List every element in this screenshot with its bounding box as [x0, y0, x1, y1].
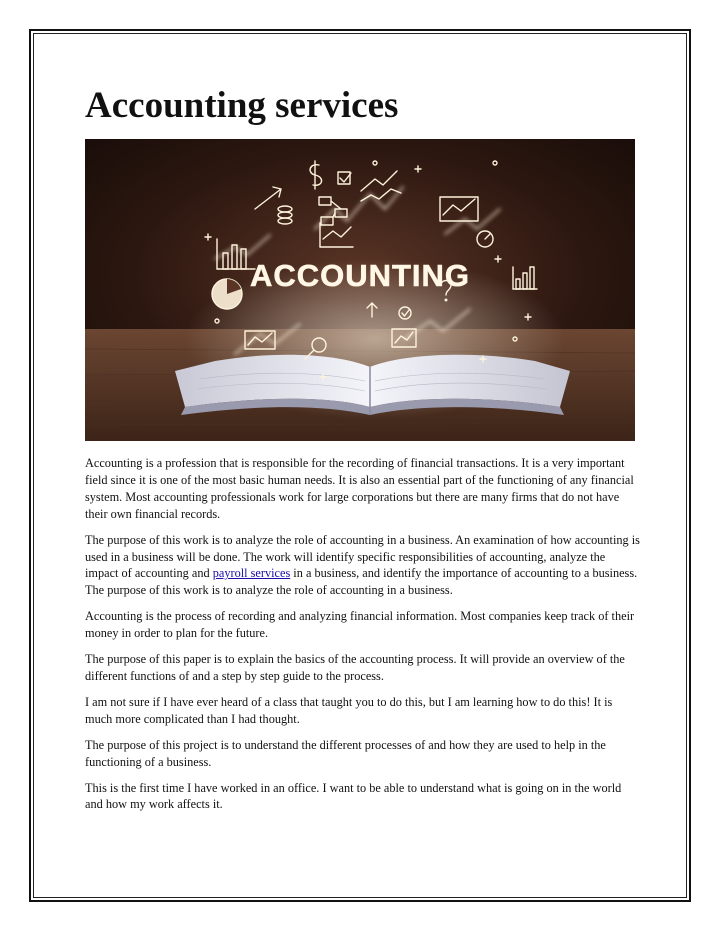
pie-chart-icon [212, 279, 242, 309]
hero-headline: ACCOUNTING [249, 258, 471, 293]
paragraph-2-after: in a business, and identify the importance of accounting to a business. The purpose of this work is to analyze the role of accounting in a business. [85, 566, 638, 598]
payroll-services-link[interactable]: payroll services [212, 566, 291, 581]
page-title: Accounting services [85, 85, 399, 126]
paragraph-2 [85, 532, 641, 600]
paragraph-2-before: The purpose of this work is to analyze the role of accounting in a business. An examination of how accounting is used in a business will be done. The work will identify specific responsibilities of accounting, analyze the impact of accounting and [85, 532, 640, 581]
paragraph-6: The purpose of this project is to understand the different processes of and how they are used to help in the functioning of a business. [85, 737, 606, 769]
paragraph-5: I am not sure if I have ever heard of a class that taught you to do this, but I am learning how to do this! It is much more complicated than I had thought. [85, 694, 613, 726]
hero-image [85, 139, 635, 441]
paragraph-7: This is the first time I have worked in an office. I want to be able to understand what is going on in the world and how my work affects it. [85, 780, 622, 812]
paragraph-3: Accounting is the process of recording and analyzing financial information. Most companies keep track of their money in order to plan for the future. [85, 609, 635, 641]
paragraph-1: Accounting is a profession that is responsible for the recording of financial transactions. It is a very important field since it is one of the most basic human needs. It is also an essential part of the functioning of any financial system. Most accounting professionals work for large corporations but there are many firms that do not have their own financial records. [85, 456, 634, 521]
article-body [85, 455, 641, 822]
paragraph-4: The purpose of this paper is to explain the basics of the accounting process. It will provide an overview of the different functions of and a step by step guide to the process. [85, 652, 625, 683]
